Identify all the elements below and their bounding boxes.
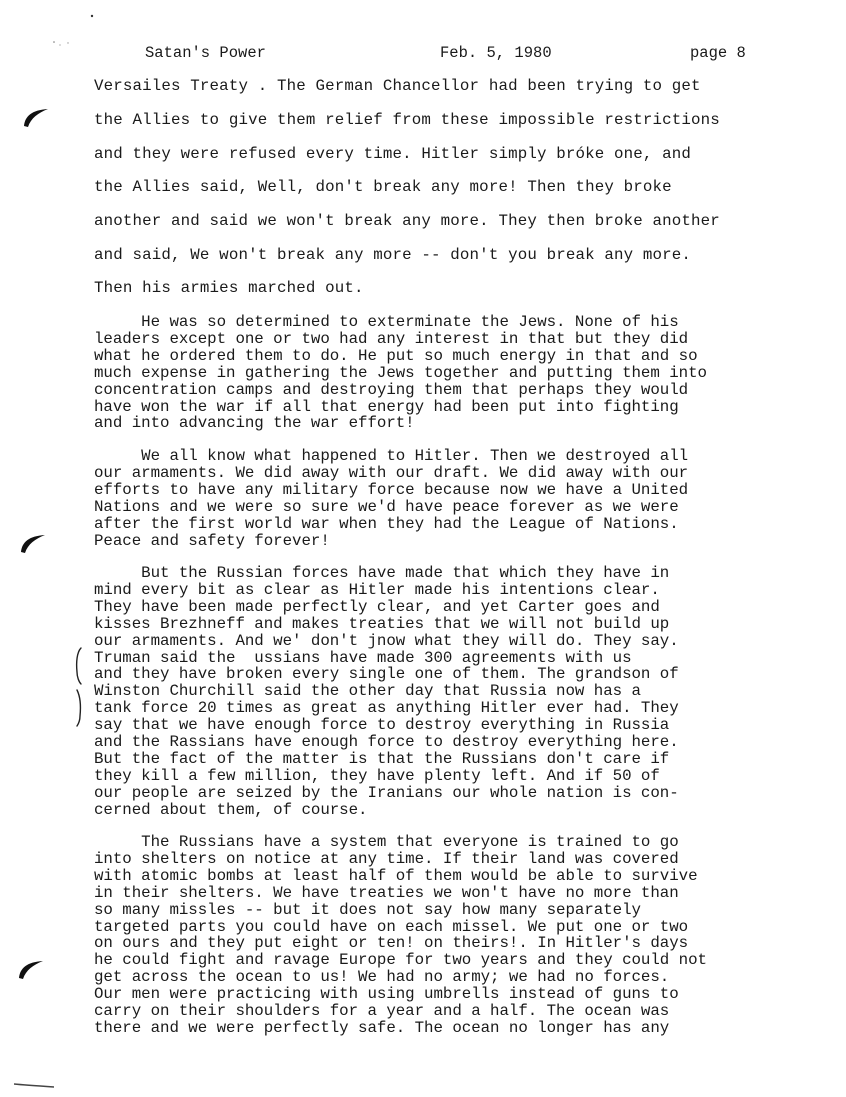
text-line: targeted parts you could have on each missel. We put one or two [94, 917, 689, 936]
text-line: another and said we won't break any more. They then broke another [94, 212, 720, 230]
binder-hole-mark-icon [17, 958, 47, 980]
text-line: after the first world war when they had the League of Nations. [94, 514, 679, 533]
text-line: get across the ocean to us! We had no army; we had no forces. [94, 968, 670, 987]
text-line: Our men were practicing with using umbrells instead of guns to [94, 985, 679, 1004]
text-line: and the Rassians have enough force to destroy everything here. [94, 733, 679, 752]
page-header [0, 44, 846, 64]
text-line: Nations and we were so sure we'd have peace forever as we were [94, 497, 679, 516]
text-line: But the fact of the matter is that the Russians don't care if [94, 749, 670, 768]
text-line: the Allies to give them relief from these impossible restrictions [94, 111, 720, 129]
text-line: our people are seized by the Iranians our whole nation is con- [94, 783, 679, 802]
text-line: the Allies said, Well, don't break any more! Then they broke [94, 178, 672, 196]
text-line: But the Russian forces have made that which they have in [94, 564, 670, 582]
text-line: Winston Churchill said the other day that Russia now has a [94, 682, 641, 701]
text-line: mind every bit as clear as Hitler made his intentions clear. [94, 580, 660, 599]
text-line: Peace and safety forever! [94, 531, 330, 550]
text-line: there and we were perfectly safe. The ocean no longer has any [94, 1018, 670, 1037]
paragraph-hitler [94, 448, 794, 549]
paragraph-russian-forces [94, 565, 794, 819]
text-line: carry on their shoulders for a year and a half. The ocean was [94, 1002, 670, 1021]
text-line: cerned about them, of course. [94, 800, 368, 819]
text-line: Then his armies marched out. [94, 279, 364, 297]
text-line: Versailes Treaty . The German Chancellor had been trying to get [94, 77, 701, 95]
handwritten-bracket-icon [74, 688, 86, 728]
paragraph-russian-shelters [94, 834, 794, 1037]
text-line: He was so determined to exterminate the Jews. None of his [94, 313, 679, 331]
text-line: what he ordered them to do. He put so much energy in that and so [94, 346, 698, 365]
text-line: kisses Brezhneff and makes treaties that we will not build up [94, 614, 670, 633]
text-line: much expense in gathering the Jews together and putting them into [94, 363, 707, 382]
paragraph-jews [94, 314, 794, 432]
text-line: tank force 20 times as great as anything Hitler ever had. They [94, 699, 679, 718]
text-line: The Russians have a system that everyone is trained to go [94, 833, 679, 851]
binder-hole-mark-icon [19, 532, 49, 554]
handwritten-bracket-icon [72, 646, 84, 686]
text-line: efforts to have any military force because now we have a United [94, 480, 689, 499]
binder-hole-mark-icon [22, 106, 52, 128]
text-line: and into advancing the war effort! [94, 414, 415, 433]
text-line: so many missles -- but it does not say how many separately [94, 900, 641, 919]
text-line: in their shelters. We have treaties we won't have no more than [94, 883, 679, 902]
text-line: into shelters on notice at any time. If their land was covered [94, 849, 679, 868]
text-line: our armaments. We did away with our draft. We did away with our [94, 463, 689, 482]
text-line: our armaments. And we' don't jnow what they will do. They say. [94, 631, 679, 650]
text-line: say that we have enough force to destroy everything in Russia [94, 716, 670, 735]
text-line: Truman said the ussians have made 300 agreements with us [94, 648, 632, 667]
text-line: concentration camps and destroying them that perhaps they would [94, 380, 689, 399]
scan-edge-mark-icon [14, 1082, 54, 1088]
text-line: they kill a few million, they have plenty left. And if 50 of [94, 766, 660, 785]
text-line: with atomic bombs at least half of them would be able to survive [94, 866, 698, 885]
text-line: They have been made perfectly clear, and yet Carter goes and [94, 597, 660, 616]
text-line: and said, We won't break any more -- don't you break any more. [94, 246, 692, 264]
text-line: and they have broken every single one of them. The grandson of [94, 665, 679, 684]
text-line: leaders except one or two had any interest in that but they did [94, 329, 689, 348]
text-line: and they were refused every time. Hitler simply bróke one, and [94, 145, 692, 163]
header-date: Feb. 5, 1980 [440, 44, 552, 62]
text-line: We all know what happened to Hitler. Then we destroyed all [94, 447, 689, 465]
text-line: on ours and they put eight or ten! on theirs!. In Hitler's days [94, 934, 689, 953]
text-line: have won the war if all that energy had been put into fighting [94, 397, 679, 416]
text-line: he could fight and ravage Europe for two years and they could not [94, 951, 707, 970]
header-page-number: page 8 [690, 44, 746, 62]
header-title: Satan's Power [145, 44, 266, 62]
